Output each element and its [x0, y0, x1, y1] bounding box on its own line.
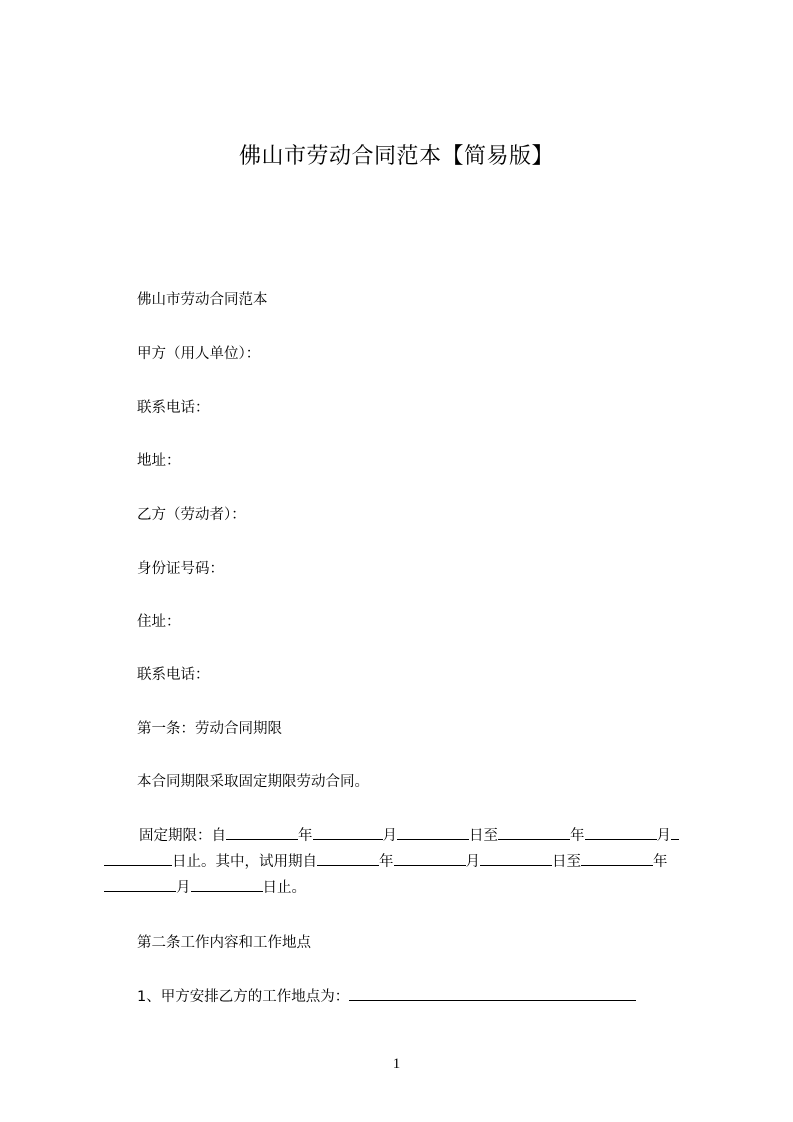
paragraph-id-number: 身份证号码： [137, 561, 224, 577]
paragraph-party-a-phone: 联系电话： [137, 400, 210, 416]
trial-month-label: 月 [465, 854, 480, 870]
page-number: 1 [392, 1056, 401, 1072]
blank-start-month[interactable] [313, 825, 383, 840]
term-year-label: 年 [298, 828, 313, 844]
term-day-to-label: 日至 [469, 828, 498, 844]
blank-trial-end-day[interactable] [191, 877, 263, 892]
term-clause-line-2 [104, 851, 704, 877]
term-day-end-label: 日止。 [172, 854, 216, 870]
term-clause-line-3 [104, 877, 704, 903]
blank-trial-end-month[interactable] [104, 877, 176, 892]
paragraph-contract-name: 佛山市劳动合同范本 [137, 292, 268, 308]
blank-end-year[interactable] [498, 825, 570, 840]
paragraph-party-b: 乙方（劳动者）： [137, 507, 246, 523]
term-month-label-2: 月 [656, 828, 671, 844]
term-month-label: 月 [382, 828, 397, 844]
paragraph-party-a-address: 地址： [137, 453, 181, 469]
term-clause [104, 825, 704, 903]
paragraph-party-b-phone: 联系电话： [137, 667, 210, 683]
trial-year-label-2: 年 [653, 854, 668, 870]
trial-year-label: 年 [379, 854, 394, 870]
term-prefix: 固定期限：自 [139, 828, 226, 844]
blank-trial-start-month[interactable] [394, 851, 466, 866]
paragraph-party-b-address: 住址： [137, 614, 181, 630]
article-1-heading: 第一条：劳动合同期限 [137, 721, 282, 737]
trial-day-end-label: 日止。 [262, 880, 306, 896]
blank-trial-start-year[interactable] [317, 851, 379, 866]
blank-end-day-part[interactable] [671, 825, 679, 840]
trial-month-label-2: 月 [176, 880, 191, 896]
blank-start-day[interactable] [397, 825, 469, 840]
term-year-label-2: 年 [570, 828, 585, 844]
article-2-heading: 第二条工作内容和工作地点 [137, 935, 311, 951]
blank-trial-start-day[interactable] [480, 851, 552, 866]
blank-end-month[interactable] [585, 825, 657, 840]
blank-work-location[interactable] [349, 986, 636, 1001]
item-1-label: 1、甲方安排乙方的工作地点为： [137, 989, 350, 1005]
blank-end-day[interactable] [104, 851, 172, 866]
term-clause-line-1 [104, 825, 704, 851]
term-trial-label: 其中，试用期自 [215, 854, 317, 870]
document-title: 佛山市劳动合同范本【简易版】 [238, 144, 554, 169]
trial-day-to-label: 日至 [552, 854, 581, 870]
blank-start-year[interactable] [226, 825, 298, 840]
paragraph-party-a: 甲方（用人单位）： [137, 346, 261, 362]
item-1-work-location [137, 986, 636, 1007]
blank-trial-end-year[interactable] [581, 851, 653, 866]
paragraph-contract-type: 本合同期限采取固定期限劳动合同。 [137, 774, 369, 790]
